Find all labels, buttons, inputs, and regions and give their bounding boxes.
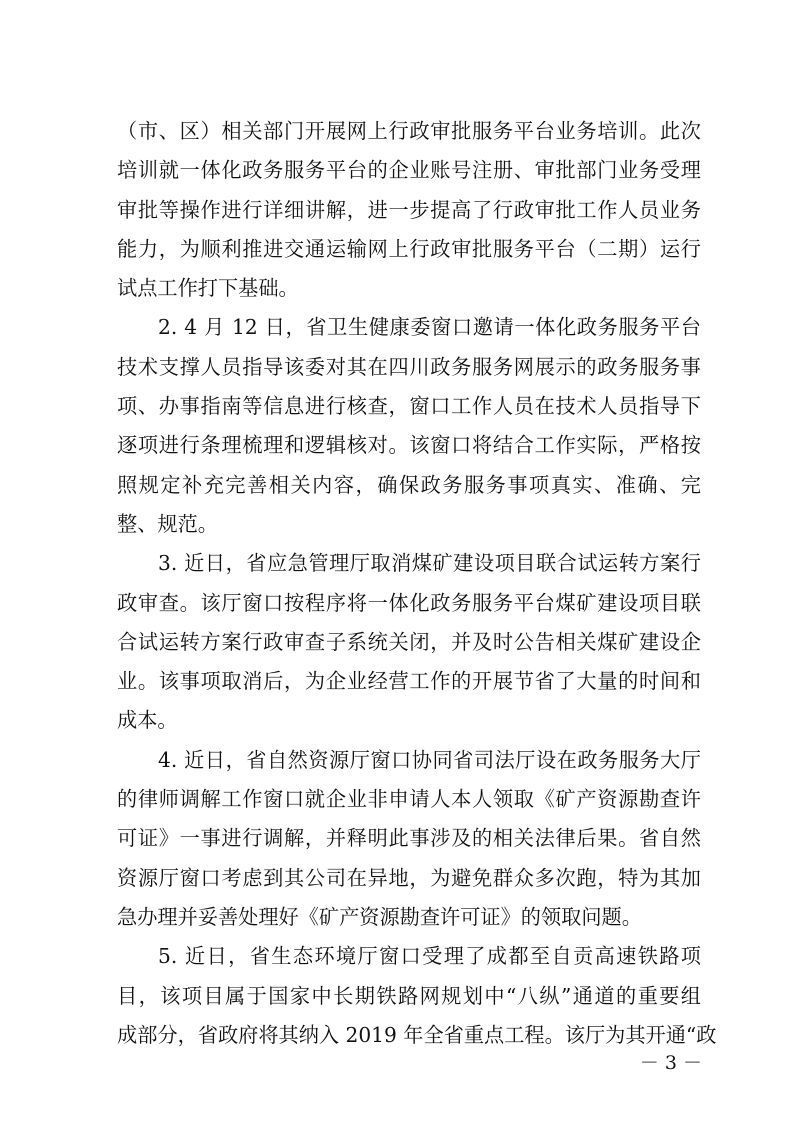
paragraph-4-first-line: 4. 近日，省自然资源厅窗口协同省司法厅设在政务服务大厅 xyxy=(158,747,701,772)
text-line: 培训就一体化政务服务平台的企业账号注册、审批部门业务受理 xyxy=(117,158,701,183)
text-line: 能力，为顺利推进交通运输网上行政审批服务平台（二期）运行 xyxy=(117,236,701,261)
text-line: 急办理并妥善处理好《矿产资源勘查许可证》的领取问题。 xyxy=(117,904,642,929)
text-line: 整、规范。 xyxy=(117,511,218,536)
text-line: 逐项进行条理梳理和逻辑核对。该窗口将结合工作实际，严格按 xyxy=(117,433,701,458)
text-line: 合试运转方案行政审查子系统关闭，并及时公告相关煤矿建设企 xyxy=(117,629,701,654)
text-line: 审批等操作进行详细讲解，进一步提高了行政审批工作人员业务 xyxy=(117,197,701,222)
body-text xyxy=(117,112,717,1055)
text-line: 的律师调解工作窗口就企业非申请人本人领取《矿产资源勘查许 xyxy=(117,787,701,812)
page-number: － 3 － xyxy=(639,1052,702,1074)
text-line: 成本。 xyxy=(117,708,178,733)
text-line: 成部分，省政府将其纳入 2019 年全省重点工程。该厅为其开通“政 xyxy=(117,1022,717,1047)
text-line: 资源厅窗口考虑到其公司在异地，为避免群众多次跑，特为其加 xyxy=(117,865,701,890)
text-line: 照规定补充完善相关内容，确保政务服务事项真实、准确、完 xyxy=(117,472,701,497)
text-line: 业。该事项取消后，为企业经营工作的开展节省了大量的时间和 xyxy=(117,669,701,694)
text-line: 目，该项目属于国家中长期铁路网规划中“八纵”通道的重要组 xyxy=(117,983,701,1008)
text-line: 试点工作打下基础。 xyxy=(117,276,299,301)
text-line: （市、区）相关部门开展网上行政审批服务平台业务培训。此次 xyxy=(117,119,701,143)
text-line: 政审查。该厅窗口按程序将一体化政务服务平台煤矿建设项目联 xyxy=(117,590,701,615)
text-line: 技术支撑人员指导该委对其在四川政务服务网展示的政务服务事 xyxy=(117,354,701,379)
paragraph-2-first-line: 2. 4 月 12 日，省卫生健康委窗口邀请一体化政务服务平台 xyxy=(158,315,701,340)
paragraph-3-first-line: 3. 近日，省应急管理厅取消煤矿建设项目联合试运转方案行 xyxy=(158,551,701,576)
paragraph-5-first-line: 5. 近日，省生态环境厅窗口受理了成都至自贡高速铁路项 xyxy=(158,944,701,969)
text-line: 可证》一事进行调解，并释明此事涉及的相关法律后果。省自然 xyxy=(117,826,701,851)
text-line: 项、办事指南等信息进行核查，窗口工作人员在技术人员指导下 xyxy=(117,394,701,419)
